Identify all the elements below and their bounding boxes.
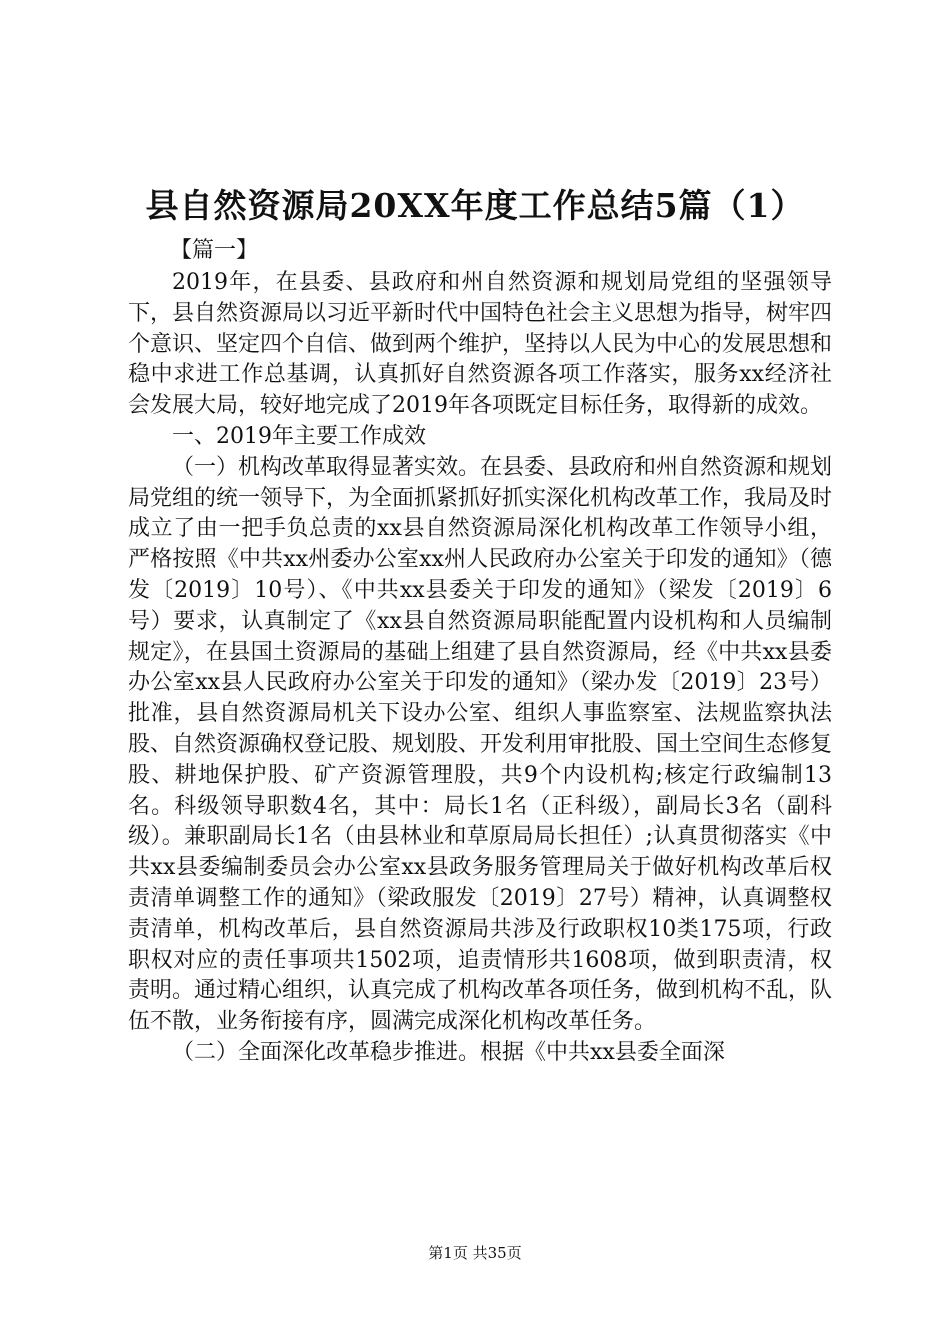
paragraph-deepening-reform: （二）全面深化改革稳步推进。根据《中共xx县委全面深 (172, 1039, 725, 1065)
document-body (128, 268, 832, 1069)
paragraph-institutional-reform: （一）机构改革取得显著实效。在县委、县政府和州自然资源和规划局党组的统一领导下，为全面抓紧抓好抓实深化机构改革工作，我局及时成立了由一把手负总责的xx县自然资源局深化机构改革工作领导小组，严格按照《中共xx州委办公室xx州人民政府办公室关于印发的通知》（德发〔2019〕10号）、《中共xx县委关于印发的通知》（梁发〔2019〕6号）要求，认真制定了《xx县自然资源局职能配置内设机构和人员编制规定》，在县国土资源局的基础上组建了县自然资源局，经《中共xx县委办公室xx县人民政府办公室关于印发的通知》（梁办发〔2019〕23号）批准，县自然资源局机关下设办公室、组织人事监察室、法规监察执法股、自然资源确权登记股、规划股、开发利用审批股、国土空间生态修复股、耕地保护股、矿产资源管理股，共9个内设机构;核定行政编制13名。科级领导职数4名，其中：局长1名（正科级），副局长3名（副科级）。兼职副局长1名（由县林业和草原局局长担任）;认真贯彻落实《中共xx县委编制委员会办公室xx县政务服务管理局关于做好机构改革后权责清单调整工作的通知》（梁政服发〔2019〕27号）精神，认真调整权责清单，机构改革后，县自然资源局共涉及行政职权10类175项，行政职权对应的责任事项共1502项，追责情形共1608项，做到职责清，权责明。通过精心组织，认真完成了机构改革各项任务，做到机构不乱，队伍不散，业务衔接有序，圆满完成深化机构改革任务。 (128, 454, 833, 1035)
section-label: 【篇一】 (170, 238, 259, 263)
page-footer: 第1页 共35页 (428, 1244, 522, 1262)
section-heading: 一、2019年主要工作成效 (172, 423, 426, 449)
paragraph-intro: 2019年，在县委、县政府和州自然资源和规划局党组的坚强领导下，县自然资源局以习近平新时代中国特色社会主义思想为指导，树牢四个意识、坚定四个自信、做到两个维护，坚持以人民为中心的发展思想和稳中求进工作总基调，认真抓好自然资源各项工作落实，服务xx经济社会发展大局，较好地完成了2019年各项既定目标任务，取得新的成效。 (128, 270, 833, 419)
document-title: 县自然资源局20XX年度工作总结5篇（1） (145, 186, 805, 225)
